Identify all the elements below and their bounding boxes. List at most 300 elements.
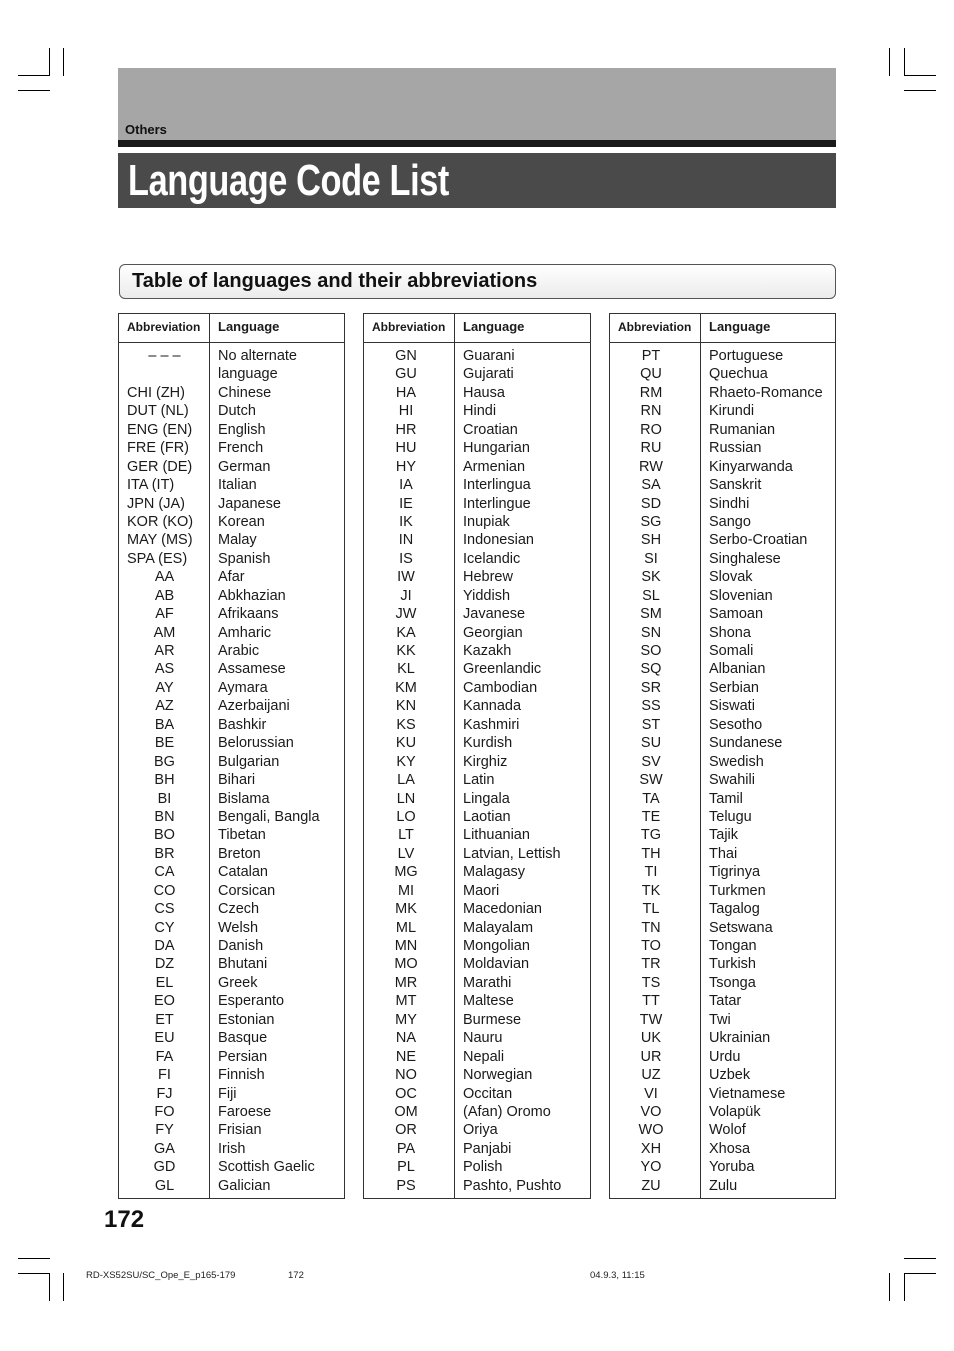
footer-date: 04.9.3, 11:15 (590, 1270, 645, 1281)
abbreviation-cell: AM (153, 624, 176, 641)
abbreviation-cell: DUT (NL) (127, 403, 189, 420)
abbreviation-cell: TT (642, 993, 660, 1010)
crop-mark (49, 48, 50, 76)
abbreviation-cell: VI (644, 1085, 658, 1102)
language-cell: Latvian, Lettish (463, 845, 561, 862)
abbreviation-cell: CO (153, 882, 176, 899)
abbreviation-cell: SI (644, 550, 658, 567)
language-cell: Tigrinya (709, 864, 761, 881)
abbreviation-cell: RM (639, 384, 663, 401)
table-row (610, 845, 835, 863)
language-cell: Italian (218, 477, 257, 494)
language-cell: Spanish (218, 550, 271, 567)
abbreviation-cell: SW (639, 772, 663, 789)
table-row (364, 605, 590, 623)
abbreviation-cell: GU (395, 366, 417, 383)
abbreviation-cell: AR (154, 643, 175, 659)
abbreviation-cell: UK (640, 1030, 662, 1047)
table-row (610, 1103, 835, 1121)
language-cell: Faroese (218, 1103, 272, 1120)
table-row (119, 1121, 344, 1139)
abbreviation-cell: SD (640, 495, 662, 512)
table-row (364, 900, 590, 918)
language-cell: Twi (709, 1011, 731, 1028)
crop-mark (18, 1258, 50, 1259)
abbreviation-cell: BE (154, 735, 175, 752)
abbreviation-cell: EO (154, 993, 175, 1010)
language-cell: Wolof (709, 1122, 746, 1139)
language-cell: Afar (218, 569, 245, 586)
table-row (119, 992, 344, 1010)
abbreviation-header: Abbreviation (372, 320, 446, 334)
abbreviation-header: Abbreviation (127, 320, 201, 334)
abbreviation-cell: BG (154, 753, 175, 770)
table-row (364, 458, 590, 476)
language-cell: Sanskrit (709, 477, 762, 494)
language-cell: Setswana (709, 919, 773, 936)
language-cell: Tamil (709, 790, 743, 807)
language-cell: Albanian (709, 661, 766, 678)
table-row (610, 513, 835, 531)
abbreviation-cell: TG (640, 827, 662, 844)
language-cell: Bashkir (218, 716, 267, 733)
abbreviation-cell: AS (154, 661, 175, 678)
table-row (364, 882, 590, 900)
table-row (119, 495, 344, 513)
abbreviation-cell: TH (641, 845, 661, 862)
table-header (610, 314, 835, 343)
abbreviation-cell: UZ (641, 1067, 661, 1084)
abbreviation-cell: – – – (148, 348, 181, 364)
table-row (610, 476, 835, 494)
abbreviation-cell: IS (399, 550, 413, 567)
abbreviation-cell: XH (640, 1140, 662, 1157)
abbreviation-cell: LA (397, 772, 415, 789)
table-row (610, 1048, 835, 1066)
language-cell: Javanese (463, 606, 526, 623)
abbreviation-cell: IA (399, 477, 413, 494)
table-row (119, 937, 344, 955)
abbreviation-cell: MY (395, 1011, 417, 1028)
table-row (119, 863, 344, 881)
language-cell: German (218, 458, 271, 475)
table-row (364, 771, 590, 789)
language-cell: Kirundi (709, 403, 755, 420)
abbreviation-cell: FJ (156, 1085, 173, 1102)
abbreviation-cell: HA (395, 384, 417, 401)
language-cell: Icelandic (463, 550, 521, 567)
abbreviation-cell: JI (400, 587, 412, 604)
table-row (119, 1140, 344, 1158)
language-cell: Indonesian (463, 532, 534, 549)
abbreviation-cell: RW (639, 458, 663, 475)
language-cell: Tibetan (218, 827, 266, 844)
abbreviation-cell: IE (399, 495, 413, 512)
language-cell: Bhutani (218, 956, 268, 973)
language-header: Language (709, 319, 771, 334)
language-cell: Hindi (463, 403, 497, 420)
table-row (119, 955, 344, 973)
abbreviation-cell: TE (641, 808, 661, 825)
abbreviation-cell: BH (154, 772, 175, 789)
table-row (119, 882, 344, 900)
language-cell: Maori (463, 882, 500, 899)
table-row (610, 882, 835, 900)
language-cell: Urdu (709, 1048, 741, 1065)
language-cell: Arabic (218, 643, 260, 659)
table-row (119, 660, 344, 678)
table-row (364, 587, 590, 605)
table-row (610, 734, 835, 752)
table-row (610, 1158, 835, 1176)
table-header (119, 314, 344, 343)
abbreviation-cell: TL (642, 901, 660, 918)
table-row (119, 458, 344, 476)
table-row (119, 642, 344, 660)
language-cell: Vietnamese (709, 1085, 786, 1102)
table-row (364, 734, 590, 752)
table-row (119, 605, 344, 623)
table-row (364, 697, 590, 715)
abbreviation-cell: AY (155, 679, 174, 696)
language-cell: Nepali (463, 1048, 505, 1065)
table-row (610, 1011, 835, 1029)
table-row (364, 1158, 590, 1176)
abbreviation-cell: AB (154, 587, 175, 604)
table-row (364, 439, 590, 457)
language-cell: Cambodian (463, 679, 538, 696)
abbreviation-cell: MAY (MS) (127, 532, 193, 549)
page-number: 172 (104, 1206, 145, 1233)
language-cell: Swedish (709, 753, 764, 770)
abbreviation-cell: MI (397, 882, 415, 899)
language-cell: Hausa (463, 384, 505, 401)
table-row (364, 1103, 590, 1121)
abbreviation-cell: OR (395, 1122, 417, 1139)
table-row (364, 365, 590, 383)
table-row (610, 605, 835, 623)
table-row (119, 771, 344, 789)
language-cell: Thai (709, 845, 738, 862)
language-cell: Tatar (709, 993, 742, 1010)
language-cell: Finnish (218, 1067, 265, 1084)
language-cell: Sango (709, 513, 751, 530)
language-cell: Persian (218, 1048, 268, 1065)
table-row (610, 439, 835, 457)
abbreviation-cell: AA (154, 569, 175, 586)
language-cell: Greenlandic (463, 661, 542, 678)
language-cell: Kazakh (463, 643, 512, 659)
language-cell: Macedonian (463, 901, 542, 918)
table-row (610, 808, 835, 826)
table-row (364, 845, 590, 863)
language-cell: Kannada (463, 698, 522, 715)
table-row (610, 974, 835, 992)
language-cell: Croatian (463, 421, 518, 438)
abbreviation-cell: KK (396, 643, 416, 659)
abbreviation-cell: TO (641, 938, 661, 954)
abbreviation-cell: SV (641, 753, 661, 770)
abbreviation-cell: KOR (KO) (127, 513, 194, 530)
abbreviation-cell: NA (395, 1030, 417, 1047)
abbreviation-cell: BA (154, 716, 175, 733)
abbreviation-cell: SK (641, 569, 661, 586)
abbreviation-cell: TR (641, 956, 661, 973)
table-row (119, 679, 344, 697)
language-cell: Assamese (218, 661, 286, 678)
language-header: Language (218, 319, 280, 334)
abbreviation-cell: ENG (EN) (127, 421, 193, 438)
abbreviation-cell: JW (395, 606, 417, 623)
language-cell: Latin (463, 772, 495, 789)
table-row (610, 1029, 835, 1047)
language-table-3 (609, 313, 836, 1199)
crop-mark (904, 1273, 905, 1301)
table-row (119, 900, 344, 918)
abbreviation-cell: AZ (155, 698, 174, 715)
abbreviation-cell: GA (154, 1140, 175, 1157)
language-cell: Welsh (218, 919, 259, 936)
language-cell: Slovak (709, 569, 753, 586)
language-cell: Basque (218, 1030, 268, 1047)
crop-mark (18, 75, 50, 76)
crop-mark (18, 1273, 50, 1274)
table-row (610, 458, 835, 476)
language-cell: Bulgarian (218, 753, 280, 770)
abbreviation-cell: LT (398, 827, 414, 844)
abbreviation-cell: SM (640, 606, 662, 623)
abbreviation-cell: SPA (ES) (127, 550, 188, 567)
table-row (610, 863, 835, 881)
language-cell: Uzbek (709, 1067, 751, 1084)
table-row (364, 974, 590, 992)
footer-page: 172 (288, 1270, 304, 1281)
language-cell: Tongan (709, 938, 757, 954)
abbreviation-cell: VO (640, 1103, 662, 1120)
language-cell: Serbian (709, 679, 759, 696)
crop-mark (904, 75, 936, 76)
table-row (610, 771, 835, 789)
abbreviation-cell: KU (395, 735, 417, 752)
abbreviation-cell: ET (155, 1011, 174, 1028)
language-cell: Maltese (463, 993, 514, 1010)
table-row (610, 992, 835, 1010)
language-cell: Kurdish (463, 735, 513, 752)
table-row (610, 955, 835, 973)
table-row (119, 1085, 344, 1103)
table-row (610, 826, 835, 844)
abbreviation-cell: CY (154, 919, 175, 936)
table-row (364, 919, 590, 937)
language-cell: Slovenian (709, 587, 773, 604)
abbreviation-cell: KM (395, 679, 417, 696)
table-row (610, 365, 835, 383)
abbreviation-cell: SS (641, 698, 661, 715)
table-row (364, 808, 590, 826)
abbreviation-cell: IN (398, 532, 414, 549)
abbreviation-cell: RN (640, 403, 662, 420)
table-row (119, 550, 344, 568)
language-cell: Irish (218, 1140, 246, 1157)
language-cell: Aymara (218, 679, 268, 696)
table-row (119, 1011, 344, 1029)
abbreviation-cell: SA (641, 477, 661, 494)
table-row (119, 826, 344, 844)
abbreviation-cell: SR (640, 679, 662, 696)
language-cell: Scottish Gaelic (218, 1159, 315, 1176)
table-row (610, 937, 835, 955)
table-row (364, 937, 590, 955)
language-cell: Inupiak (463, 513, 510, 530)
table-row (610, 587, 835, 605)
language-cell: Pashto, Pushto (463, 1177, 562, 1194)
abbreviation-cell: RU (640, 440, 662, 457)
language-cell: Serbo-Croatian (709, 532, 808, 549)
language-cell: Lingala (463, 790, 510, 807)
abbreviation-cell: GN (395, 348, 417, 364)
language-cell: Tagalog (709, 901, 760, 918)
table-row (364, 1085, 590, 1103)
abbreviation-cell: TW (639, 1011, 663, 1028)
language-cell: Georgian (463, 624, 523, 641)
crop-mark (904, 48, 905, 76)
subtitle-box (119, 264, 836, 299)
abbreviation-cell: KN (395, 698, 417, 715)
abbreviation-cell: TS (641, 974, 661, 991)
language-cell: Swahili (709, 772, 755, 789)
table-row (364, 384, 590, 402)
language-cell: Korean (218, 513, 265, 530)
crop-mark (18, 90, 50, 91)
abbreviation-cell: FY (155, 1122, 174, 1139)
table-row (119, 476, 344, 494)
table-row (119, 402, 344, 420)
language-header: Language (463, 319, 525, 334)
abbreviation-cell: CHI (ZH) (127, 384, 185, 401)
table-row (119, 365, 344, 383)
language-cell: Mongolian (463, 938, 530, 954)
table-row (610, 753, 835, 771)
table-row (119, 716, 344, 734)
language-cell: Xhosa (709, 1140, 751, 1157)
language-table-2 (363, 313, 591, 1199)
language-cell: Hebrew (463, 569, 513, 586)
crop-mark (889, 48, 890, 76)
language-cell: Rhaeto-Romance (709, 384, 823, 401)
language-cell: Somali (709, 643, 754, 659)
language-cell: Interlingue (463, 495, 531, 512)
abbreviation-cell: OC (395, 1085, 417, 1102)
language-cell: (Afan) Oromo (463, 1103, 551, 1120)
abbreviation-cell: SH (640, 532, 662, 549)
language-cell: Azerbaijani (218, 698, 290, 715)
language-cell: Belorussian (218, 735, 294, 752)
table-row (119, 790, 344, 808)
abbreviation-cell: GL (154, 1177, 175, 1194)
abbreviation-cell: PT (641, 348, 661, 364)
table-row (364, 1121, 590, 1139)
table-row (364, 531, 590, 549)
language-cell: Abkhazian (218, 587, 286, 604)
abbreviation-cell: OM (394, 1103, 418, 1120)
abbreviation-cell: SO (640, 643, 662, 659)
language-cell: Yoruba (709, 1159, 755, 1176)
table-row (610, 1066, 835, 1084)
table-row (119, 919, 344, 937)
language-cell: Breton (218, 845, 261, 862)
table-row (364, 1029, 590, 1047)
abbreviation-cell: YO (640, 1159, 662, 1176)
language-cell: Nauru (463, 1030, 503, 1047)
language-cell: Polish (463, 1159, 503, 1176)
table-row (364, 421, 590, 439)
title-bar (118, 153, 836, 208)
table-row (610, 716, 835, 734)
abbreviation-cell: MT (395, 993, 417, 1010)
language-cell: Turkmen (709, 882, 766, 899)
table-row (119, 1177, 344, 1195)
crop-mark (889, 1273, 890, 1301)
table-row (119, 347, 344, 365)
table-row (610, 900, 835, 918)
abbreviation-cell: ZU (641, 1177, 661, 1194)
language-cell: Greek (218, 974, 258, 991)
abbreviation-cell: IW (397, 569, 415, 586)
table-row (364, 495, 590, 513)
language-table-1 (118, 313, 345, 1199)
table-row (364, 863, 590, 881)
language-cell: language (218, 366, 278, 383)
table-row (364, 753, 590, 771)
table-row (119, 513, 344, 531)
table-body (119, 347, 344, 1195)
abbreviation-cell: CS (154, 901, 175, 918)
language-cell: Galician (218, 1177, 271, 1194)
language-cell: Bihari (218, 772, 256, 789)
language-cell: Quechua (709, 366, 768, 383)
language-cell: Czech (218, 901, 260, 918)
language-cell: Occitan (463, 1085, 513, 1102)
section-label: Others (125, 122, 167, 137)
abbreviation-cell: MK (395, 901, 417, 918)
table-row (119, 845, 344, 863)
table-row (610, 1140, 835, 1158)
abbreviation-cell: KY (396, 753, 416, 770)
table-row (119, 1066, 344, 1084)
table-row (364, 992, 590, 1010)
abbreviation-cell: LO (396, 808, 416, 825)
abbreviation-header: Abbreviation (618, 320, 692, 334)
table-row (119, 587, 344, 605)
table-body (610, 347, 835, 1195)
table-row (610, 660, 835, 678)
abbreviation-cell: HU (395, 440, 417, 457)
header-band (118, 68, 836, 140)
table-row (119, 1048, 344, 1066)
abbreviation-cell: UR (640, 1048, 662, 1065)
abbreviation-cell: WO (638, 1122, 664, 1139)
abbreviation-cell: MO (394, 956, 418, 973)
abbreviation-cell: EU (154, 1030, 175, 1047)
table-row (119, 1158, 344, 1176)
table-row (119, 1103, 344, 1121)
language-cell: Kirghiz (463, 753, 508, 770)
table-row (364, 826, 590, 844)
abbreviation-cell: QU (640, 366, 662, 383)
crop-mark (904, 1273, 936, 1274)
section-subtitle: Table of languages and their abbreviations (132, 270, 538, 292)
abbreviation-cell: TI (644, 864, 658, 881)
